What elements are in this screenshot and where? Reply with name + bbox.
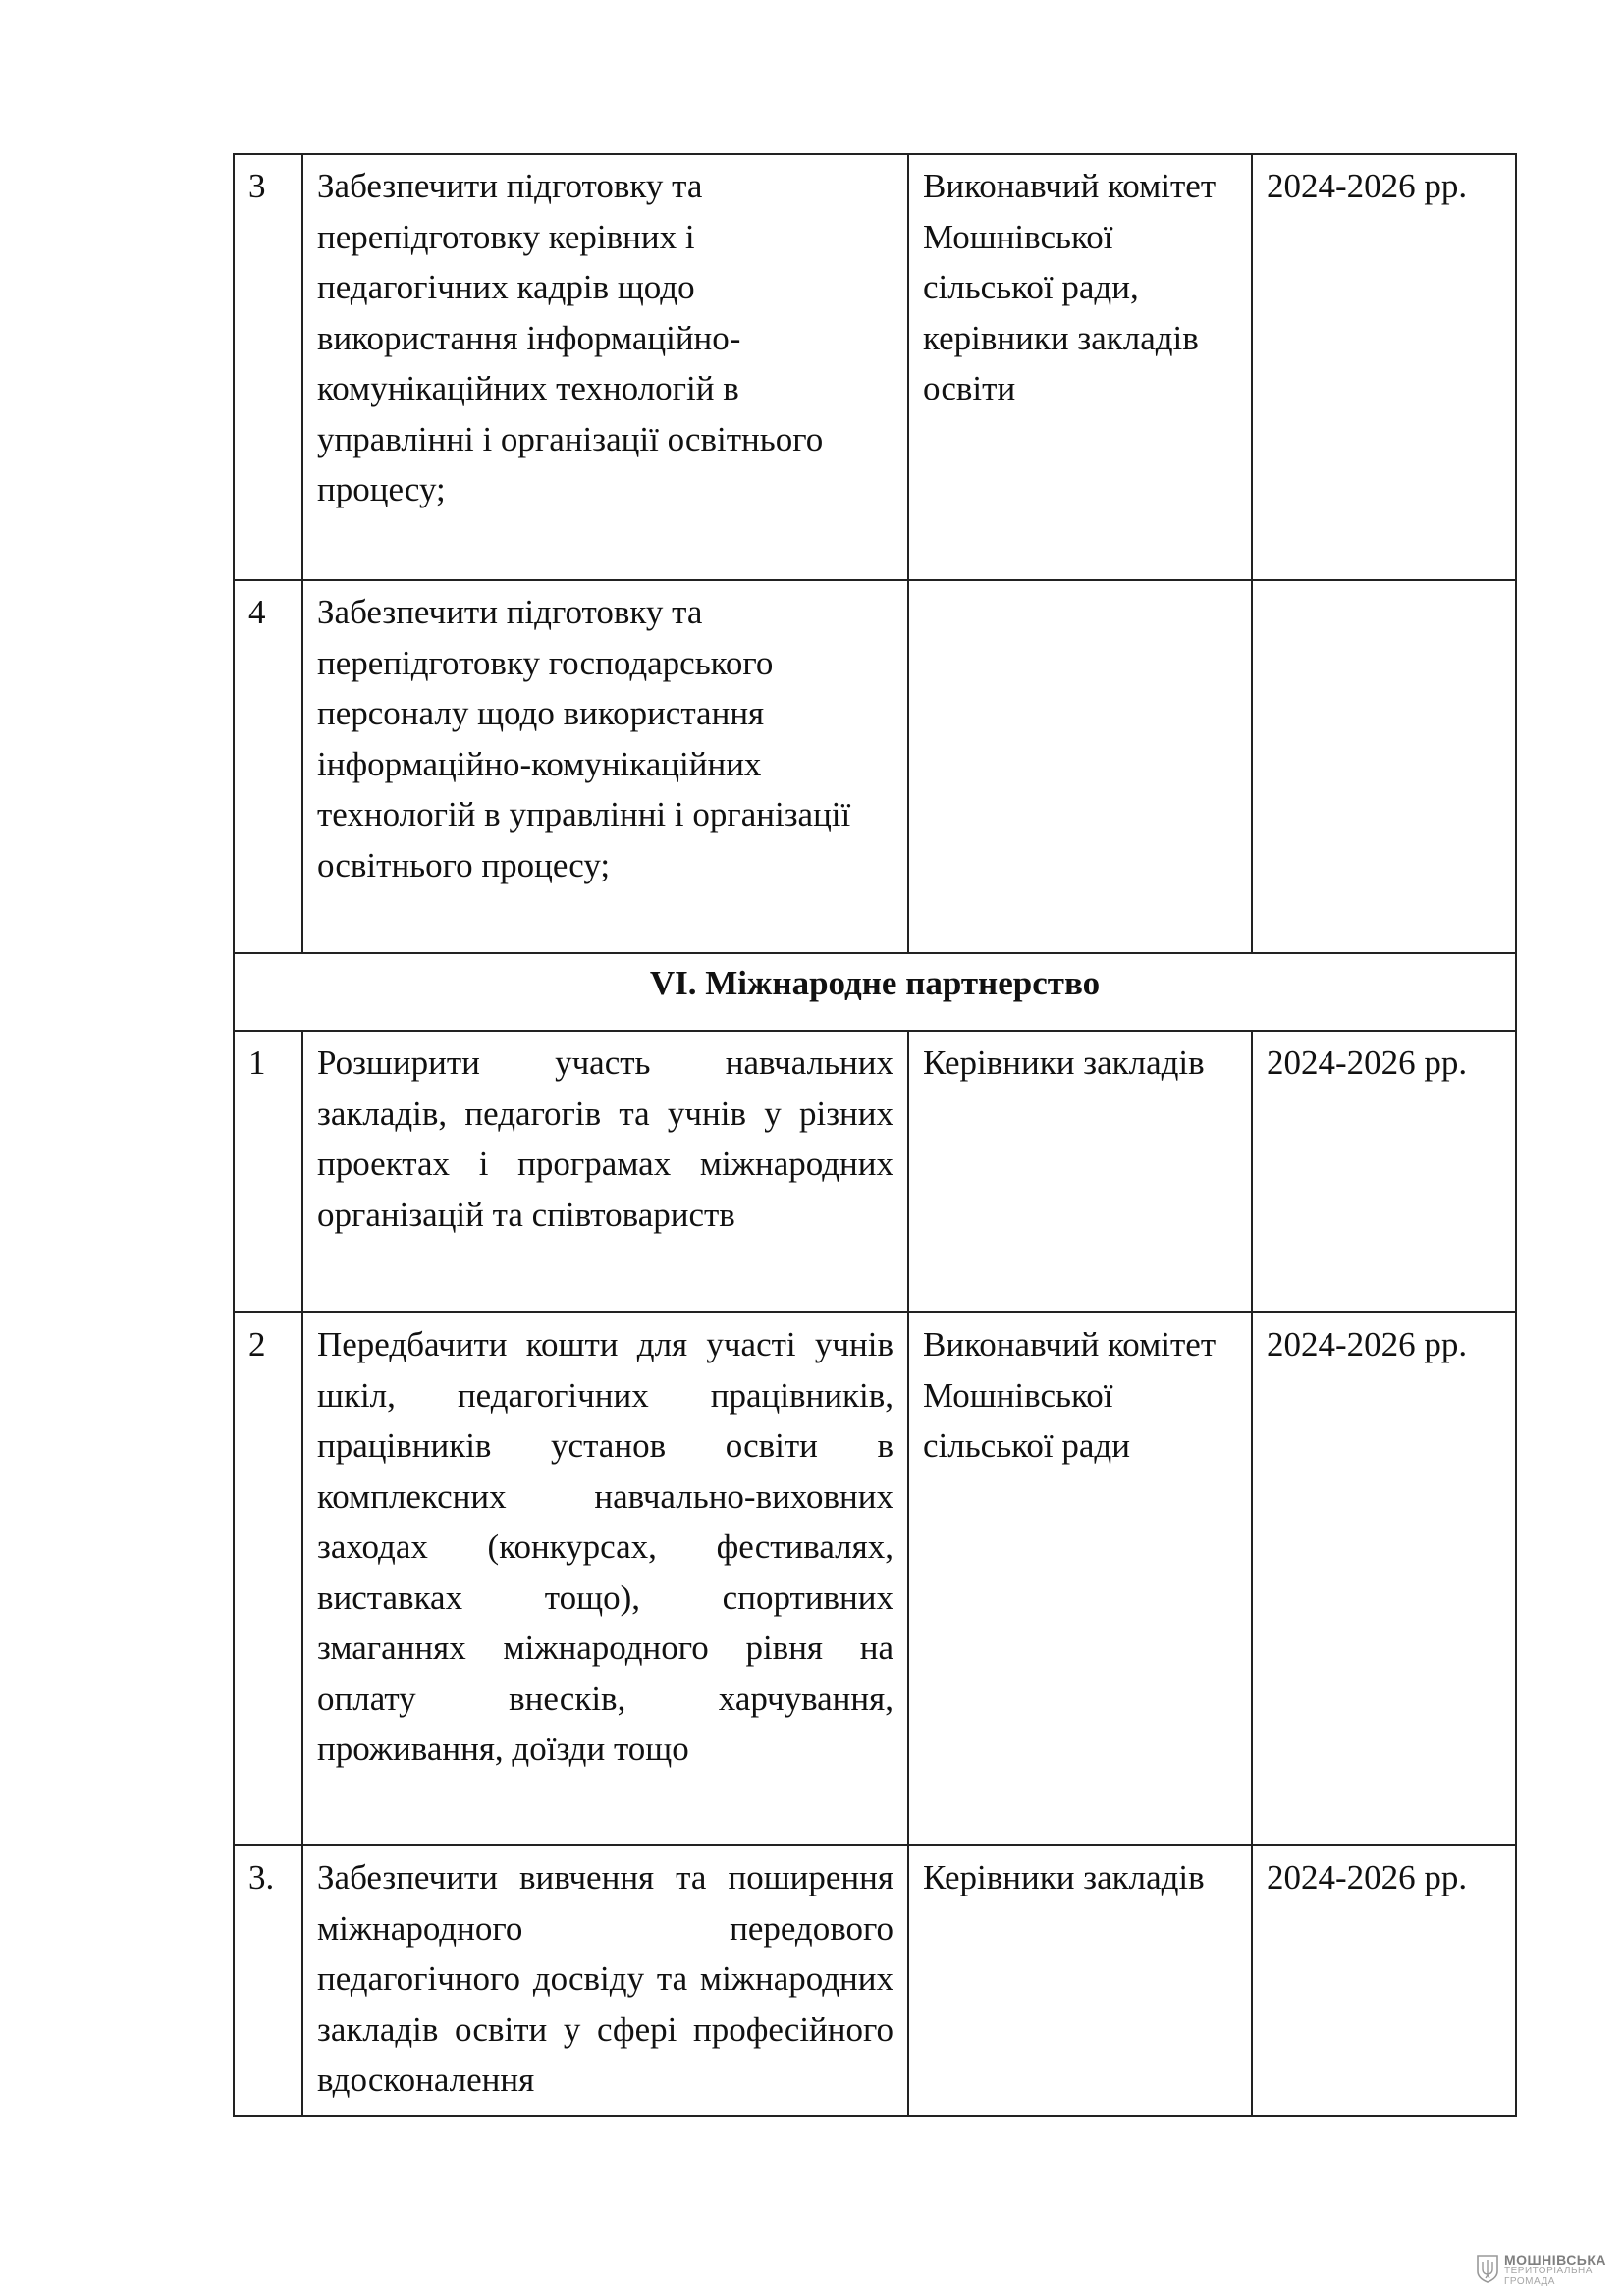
row-number: 1 xyxy=(234,1031,302,1312)
task-cell: Забезпечити підготовку та перепідготовку господарського персоналу щодо використання інформаційно-комунікаційних технологій в управлінні і організації освітнього процесу; xyxy=(302,580,908,953)
term-cell: 2024-2026 рр. xyxy=(1252,1845,1516,2116)
action-plan-table xyxy=(233,153,1517,2117)
row-number: 4 xyxy=(234,580,302,953)
table-row xyxy=(234,1031,1516,1312)
responsible-cell xyxy=(908,580,1252,953)
term-cell: 2024-2026 рр. xyxy=(1252,1031,1516,1312)
responsible-cell: Керівники закладів xyxy=(908,1031,1252,1312)
community-logo xyxy=(1476,2254,1606,2287)
logo-subtitle: ГРОМАДА xyxy=(1504,2276,1555,2287)
task-cell: Розширити участь навчальних закладів, педагогів та учнів у різних проектах і програмах міжнародних організацій та співтовариств xyxy=(302,1031,908,1312)
term-cell xyxy=(1252,580,1516,953)
logo-subtitle: ТЕРИТОРІАЛЬНА xyxy=(1504,2266,1593,2276)
responsible-cell: Виконавчий комітет Мошнівської сільської ради, керівники закладів освіти xyxy=(908,154,1252,580)
table-row xyxy=(234,154,1516,580)
row-number: 2 xyxy=(234,1312,302,1845)
responsible-cell: Виконавчий комітет Мошнівської сільської ради xyxy=(908,1312,1252,1845)
row-number: 3. xyxy=(234,1845,302,2116)
table-row xyxy=(234,580,1516,953)
section-title: VI. Міжнародне партнерство xyxy=(234,953,1516,1031)
task-cell: Забезпечити підготовку та перепідготовку керівних і педагогічних кадрів щодо використання інформаційно-комунікаційних технологій в управлінні і організації освітнього процесу; xyxy=(302,154,908,580)
trident-emblem-icon xyxy=(1476,2254,1499,2283)
row-number: 3 xyxy=(234,154,302,580)
task-cell: Передбачити кошти для участі учнів шкіл, педагогічних працівників, працівників установ освіти в комплексних навчально-виховних заходах (конкурсах, фестивалях, виставках тощо), спортивних змаганнях міжнародного рівня на оплату внесків, харчування, проживання, доїзди тощо xyxy=(302,1312,908,1845)
term-cell: 2024-2026 рр. xyxy=(1252,154,1516,580)
term-cell: 2024-2026 рр. xyxy=(1252,1312,1516,1845)
table-row xyxy=(234,1312,1516,1845)
logo-name: МОШНІВСЬКА xyxy=(1504,2252,1607,2268)
responsible-cell: Керівники закладів xyxy=(908,1845,1252,2116)
section-header-row xyxy=(234,953,1516,1031)
table-row xyxy=(234,1845,1516,2116)
task-cell: Забезпечити вивчення та поширення міжнародного передового педагогічного досвіду та міжнародних закладів освіти у сфері професійного вдосконалення xyxy=(302,1845,908,2116)
